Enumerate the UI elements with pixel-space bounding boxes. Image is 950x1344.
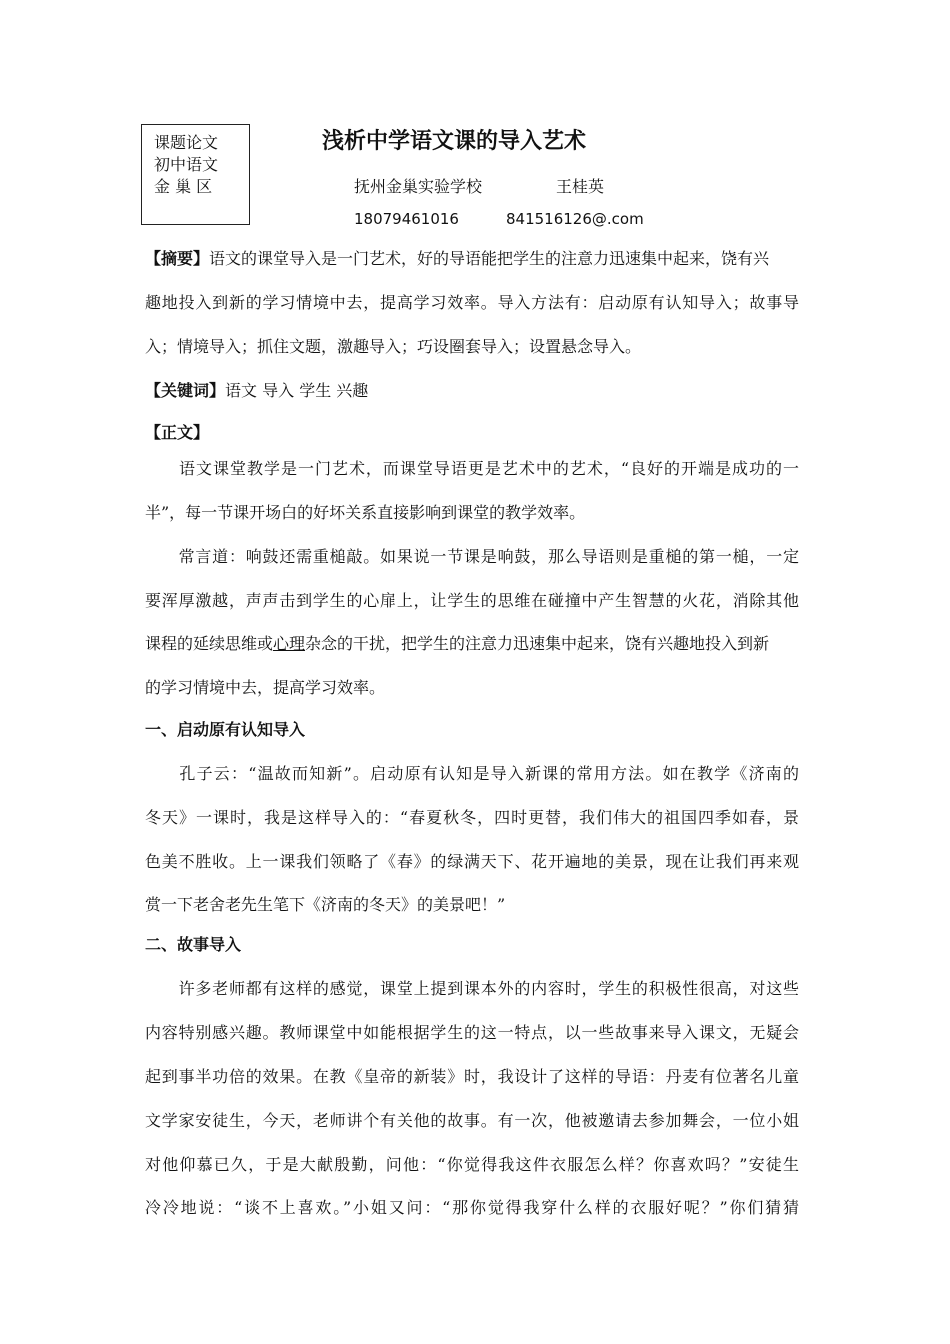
abstract-tag: 【摘要】 bbox=[145, 249, 210, 268]
body-line: 孔子云：“温故而知新”。启动原有认知是导入新课的常用方法。如在教学《济南的 bbox=[145, 764, 799, 783]
category-label-line: 金 巢 区 bbox=[154, 177, 213, 196]
abstract-line bbox=[145, 246, 769, 269]
body-line: 语文课堂教学是一门艺术，而课堂导语更是艺术中的艺术，“良好的开端是成功的一 bbox=[145, 459, 799, 478]
body-line: 许多老师都有这样的感觉，课堂上提到课本外的内容时，学生的积极性很高，对这些 bbox=[145, 979, 799, 998]
body-line: 常言道：响鼓还需重槌敲。如果说一节课是响鼓，那么导语则是重槌的第一槌，一定 bbox=[145, 547, 799, 566]
body-line: 赏一下老舍老先生笔下《济南的冬天》的美景吧！” bbox=[145, 895, 506, 914]
paper-title: 浅析中学语文课的导入艺术 bbox=[322, 129, 587, 154]
email-address: 841516126@.com bbox=[506, 210, 644, 228]
body-line: 色美不胜收。上一课我们领略了《春》的绿满天下、花开遍地的美景，现在让我们再来观 bbox=[145, 852, 799, 871]
body-tag: 【正文】 bbox=[145, 423, 210, 442]
category-label-line: 课题论文 bbox=[154, 133, 219, 152]
author-name: 王桂英 bbox=[556, 177, 605, 196]
abstract-line: 趣地投入到新的学习情境中去，提高学习效率。导入方法有：启动原有认知导入；故事导 bbox=[145, 293, 799, 312]
body-line: 冷冷地说：“谈不上喜欢。”小姐又问：“那你觉得我穿什么样的衣服好呢？”你们猜猜 bbox=[145, 1198, 799, 1217]
psychology-link[interactable]: 心理 bbox=[273, 634, 306, 653]
body-line: 半”，每一节课开场白的好坏关系直接影响到课堂的教学效率。 bbox=[145, 503, 586, 522]
abstract-text: 语文的课堂导入是一门艺术，好的导语能把学生的注意力迅速集中起来，饶有兴 bbox=[209, 249, 770, 268]
keywords-tag: 【关键词】 bbox=[145, 381, 226, 400]
body-line: 课程的延续思维或心理杂念的干扰，把学生的注意力迅速集中起来，饶有兴趣地投入到新 bbox=[145, 634, 770, 653]
body-line: 文学家安徒生，今天，老师讲个有关他的故事。有一次，他被邀请去参加舞会，一位小姐 bbox=[145, 1111, 799, 1130]
abstract-line: 入；情境导入；抓住文题，激趣导入；巧设圈套导入；设置悬念导入。 bbox=[145, 337, 642, 356]
category-label-line: 初中语文 bbox=[154, 155, 219, 174]
keywords-text: 语文 导入 学生 兴趣 bbox=[225, 381, 369, 400]
body-line: 内容特别感兴趣。教师课堂中如能根据学生的这一特点，以一些故事来导入课文，无疑会 bbox=[145, 1023, 799, 1042]
section-heading: 一、启动原有认知导入 bbox=[145, 720, 306, 739]
body-line: 要浑厚激越，声声击到学生的心扉上，让学生的思维在碰撞中产生智慧的火花，消除其他 bbox=[145, 591, 799, 610]
category-label-box bbox=[141, 124, 250, 225]
body-line: 冬天》一课时，我是这样导入的：“春夏秋冬，四时更替，我们伟大的祖国四季如春，景 bbox=[145, 808, 799, 827]
school-name: 抚州金巢实验学校 bbox=[354, 177, 483, 196]
phone-number: 18079461016 bbox=[354, 210, 459, 228]
keywords-line bbox=[145, 378, 368, 401]
body-line: 起到事半功倍的效果。在教《皇帝的新装》时，我设计了这样的导语：丹麦有位著名儿童 bbox=[145, 1067, 799, 1086]
section-heading: 二、故事导入 bbox=[145, 935, 242, 954]
body-line: 对他仰慕已久，于是大献殷勤，问他：“你觉得我这件衣服怎么样？你喜欢吗？”安徒生 bbox=[145, 1155, 799, 1174]
body-line: 的学习情境中去，提高学习效率。 bbox=[145, 678, 386, 697]
